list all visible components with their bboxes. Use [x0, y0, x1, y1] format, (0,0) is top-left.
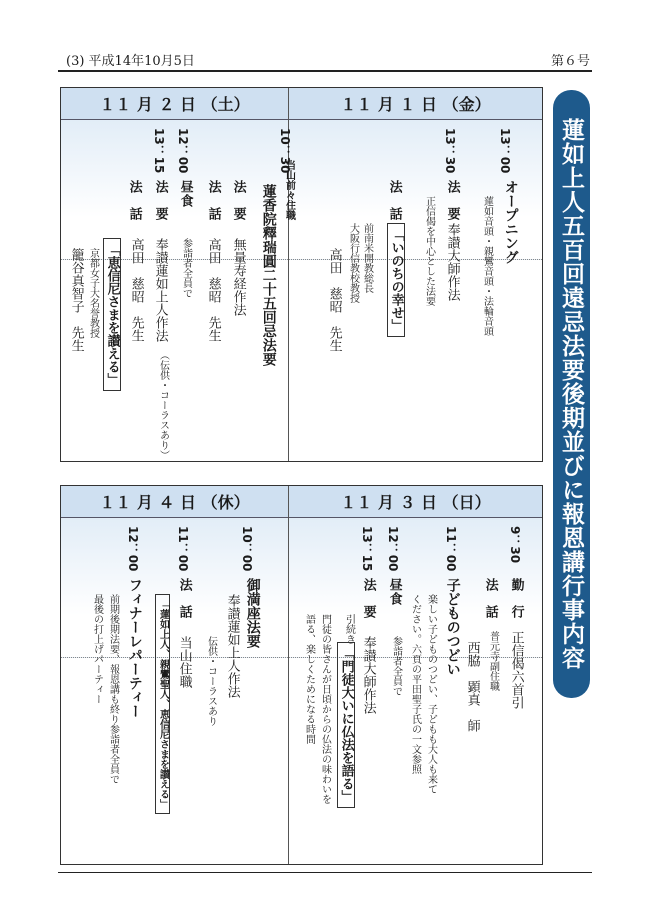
howa-label: 法話: [205, 180, 221, 234]
time-label: 11：00: [444, 526, 458, 572]
lunch-label: 昼食: [177, 180, 193, 208]
houyou-label: 法要: [360, 578, 376, 632]
day-heading-nov3: １１ 月 ３ 日 （日）: [289, 486, 542, 518]
talk-line: 門徒の皆さんが日頃からの仏法の味わいを: [319, 614, 331, 804]
howa-label: 法話: [126, 180, 142, 234]
houyou-label: 法要: [444, 180, 460, 234]
howa-role: 普元寺副住職: [487, 631, 499, 691]
time-label: 12：00: [176, 128, 190, 174]
houyou-text: 奉讃大師作法: [444, 223, 460, 301]
lunch-text: 参詣者全員で: [180, 238, 192, 298]
opening-detail: 蓮如音頭・親鸞音頭・法輪音頭: [481, 196, 493, 336]
day-heading-nov1: １１ 月 １ 日 （金）: [289, 88, 542, 120]
time-label: 12：00: [386, 526, 400, 572]
day-heading-nov2: １１ 月 ２ 日 （土）: [61, 88, 288, 120]
howa-speaker: 高田 慈昭 先生: [128, 238, 144, 342]
time-label: 13：15: [360, 526, 374, 572]
finale-line: 最後の打上げパーティー: [91, 594, 103, 704]
main-prefix: 当山前々住職: [283, 160, 295, 220]
speaker-role: 大阪行信教校教授: [347, 223, 359, 303]
houyou-text: 奉讃蓮如上人作法: [152, 238, 168, 342]
houyou-note: 正信偈を中心とした法要: [423, 196, 435, 306]
talk-title: 「門徒大いに仏法を語る」: [337, 642, 355, 808]
howa-title: 「恵信尼さまを讃える」: [103, 238, 121, 391]
houyou-label: 法要: [152, 180, 168, 234]
schedule-panel-bottom: [60, 485, 543, 865]
finale-heading: フィナーレパーティー: [126, 578, 143, 718]
finale-line: 前期後期法要、報恩講も終り参詣者全員で: [107, 594, 119, 784]
page-header-date: (3) 平成14年10月5日: [66, 54, 195, 69]
speaker-role: 京都女子大名誉教授: [87, 248, 99, 338]
kids-line: ください。六頁の平田聖子氏の一文参照: [409, 594, 421, 774]
day-heading-nov4: １１ 月 ４ 日 （休）: [61, 486, 288, 518]
continue-note: 引続き: [343, 614, 355, 644]
houyou-text: 無量寿経作法: [230, 238, 246, 316]
houyou-text: 奉讃大師作法: [360, 636, 376, 714]
time-label: 10：30: [278, 128, 292, 174]
schedule-panel-top: [60, 87, 543, 462]
gomanza-heading: 御満座法要: [244, 578, 261, 648]
howa-label: 法話: [176, 578, 192, 632]
opening-heading: オープニング: [502, 180, 519, 264]
howa-speaker: 当山住職: [176, 636, 192, 688]
speaker-role: 前南米開教総長: [361, 223, 373, 293]
howa-title: 「蓮如上人、親鸞聖人、恵信尼さまを讃える」: [155, 594, 170, 814]
howa-speaker: 高田 慈昭 先生: [205, 238, 221, 342]
time-label: 12：00: [126, 526, 140, 572]
howa-title: 「いのちの幸せ」: [387, 223, 405, 337]
main-memorial-title: 蓮香院釋瑞圓二十五回忌法要: [260, 184, 277, 366]
time-label: 11：00: [176, 526, 190, 572]
timebar-nov2: [61, 120, 288, 260]
time-label: 10：00: [240, 526, 254, 572]
header-rule: [58, 70, 592, 72]
gomanza-text: 奉讃蓮如上人作法: [224, 594, 240, 698]
time-label: 13：00: [498, 128, 512, 174]
talk-line: 語る、楽しくためになる時間: [303, 614, 315, 744]
howa-label: 法話: [482, 578, 498, 632]
kids-line: 楽しい子どものつどい、子どもも大人も来て: [425, 594, 437, 794]
lunch-label: 昼食: [386, 578, 402, 606]
houyou-note: （伝供・コーラスあり）: [157, 350, 169, 460]
time-label: 13：15: [152, 128, 166, 174]
column-divider: [288, 486, 289, 864]
time-label: 13：30: [443, 128, 457, 174]
gongyo-label: 勤行: [508, 578, 524, 632]
howa-name: 西脇 顕真 師: [464, 641, 480, 732]
speaker-name: 籠谷真智子 先生: [68, 248, 84, 352]
kids-gathering-heading: 子どものつどい: [444, 578, 461, 676]
gomanza-note: 伝供・コーラスあり: [205, 636, 217, 726]
speaker-name: 高田 慈昭 先生: [326, 248, 342, 352]
gongyo-text: 正信偈六首引: [508, 631, 524, 709]
lunch-text: 参詣者全員で: [390, 636, 402, 696]
time-label: 9：30: [508, 526, 522, 564]
howa-label: 法話: [386, 180, 402, 234]
houyou-label: 法要: [230, 180, 246, 234]
document-title: 蓮如上人五百回遠忌法要後期並びに報恩講行事内容: [553, 90, 590, 698]
footer-rule: [58, 872, 592, 873]
issue-number: 第６号: [550, 54, 590, 69]
